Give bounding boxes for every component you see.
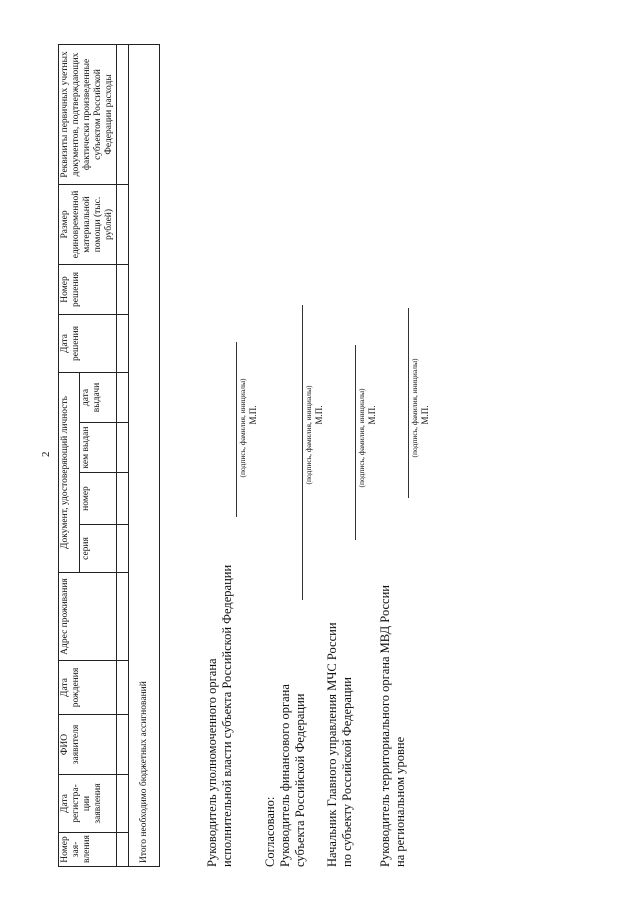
stamp-placeholder: М.П. (314, 405, 324, 425)
signature-title-line: Руководитель территориального органа МВД России (378, 585, 392, 867)
signature-caption: (подпись, фамилия, инициалы) (304, 385, 313, 485)
col-decision-date: Дата решения (59, 314, 117, 372)
stamp-placeholder: М.П. (367, 405, 377, 425)
signature-title-line: субъекта Российской Федерации (293, 693, 307, 867)
total-row (129, 44, 160, 866)
stamp-placeholder: М.П. (248, 405, 258, 425)
signature-block-emergency-ministry (325, 622, 355, 867)
col-birth-date: Дата рождения (59, 661, 117, 715)
signature-line (408, 308, 409, 498)
signature-line (236, 342, 237, 517)
col-app-number: Номер зая-вления (59, 833, 117, 867)
applications-table (58, 44, 160, 867)
col-aid-amount: Размер единовременной материальной помощи (тыс. рублей) (59, 184, 117, 264)
col-doc-issued-by: кем выдан (79, 423, 116, 473)
signature-block-finance (263, 684, 308, 867)
signature-title-line: Согласовано: (263, 796, 277, 867)
signature-caption: (подпись, фамилия, инициалы) (238, 378, 247, 478)
signature-line (302, 305, 303, 600)
col-address: Адрес проживания (59, 573, 117, 661)
col-decision-number: Номер решения (59, 264, 117, 314)
signature-block-head-authority (205, 565, 235, 867)
col-doc-issue-date: дата выдачи (79, 372, 116, 422)
signature-title-line: по субъекту Российской Федерации (340, 677, 354, 867)
signature-title-line: Начальник Главного управления МЧС России (325, 622, 339, 867)
col-requisites: Реквизиты первичных учетных документов, подтверждающих фактически произведенные субъектом Российской Федерации расходы (59, 44, 117, 184)
signature-line (355, 345, 356, 540)
signature-title-line: исполнительной власти субъекта Российской Федерации (220, 564, 234, 867)
col-reg-date: Дата регистра-ции заявления (59, 775, 117, 833)
col-fio: ФИО заявителя (59, 715, 117, 775)
col-doc-number: номер (79, 473, 116, 525)
stamp-placeholder: М.П. (420, 405, 430, 425)
header-row (59, 44, 80, 866)
signature-title-line: Руководитель уполномоченного органа (205, 658, 219, 867)
signature-caption: (подпись, фамилия, инициалы) (410, 358, 419, 458)
total-label: Итого необходимо бюджетных ассигнований (129, 44, 160, 866)
col-doc-series: серия (79, 525, 116, 573)
signature-title-line: Руководитель финансового органа (278, 684, 292, 867)
page-number: 2 (40, 451, 52, 457)
signature-block-interior-ministry (378, 585, 408, 867)
signature-title-line: на региональном уровне (393, 736, 407, 867)
col-document-group: Документ, удостоверяющий личность (59, 372, 80, 572)
signature-caption: (подпись, фамилия, инициалы) (357, 388, 366, 488)
table-row (117, 44, 129, 866)
